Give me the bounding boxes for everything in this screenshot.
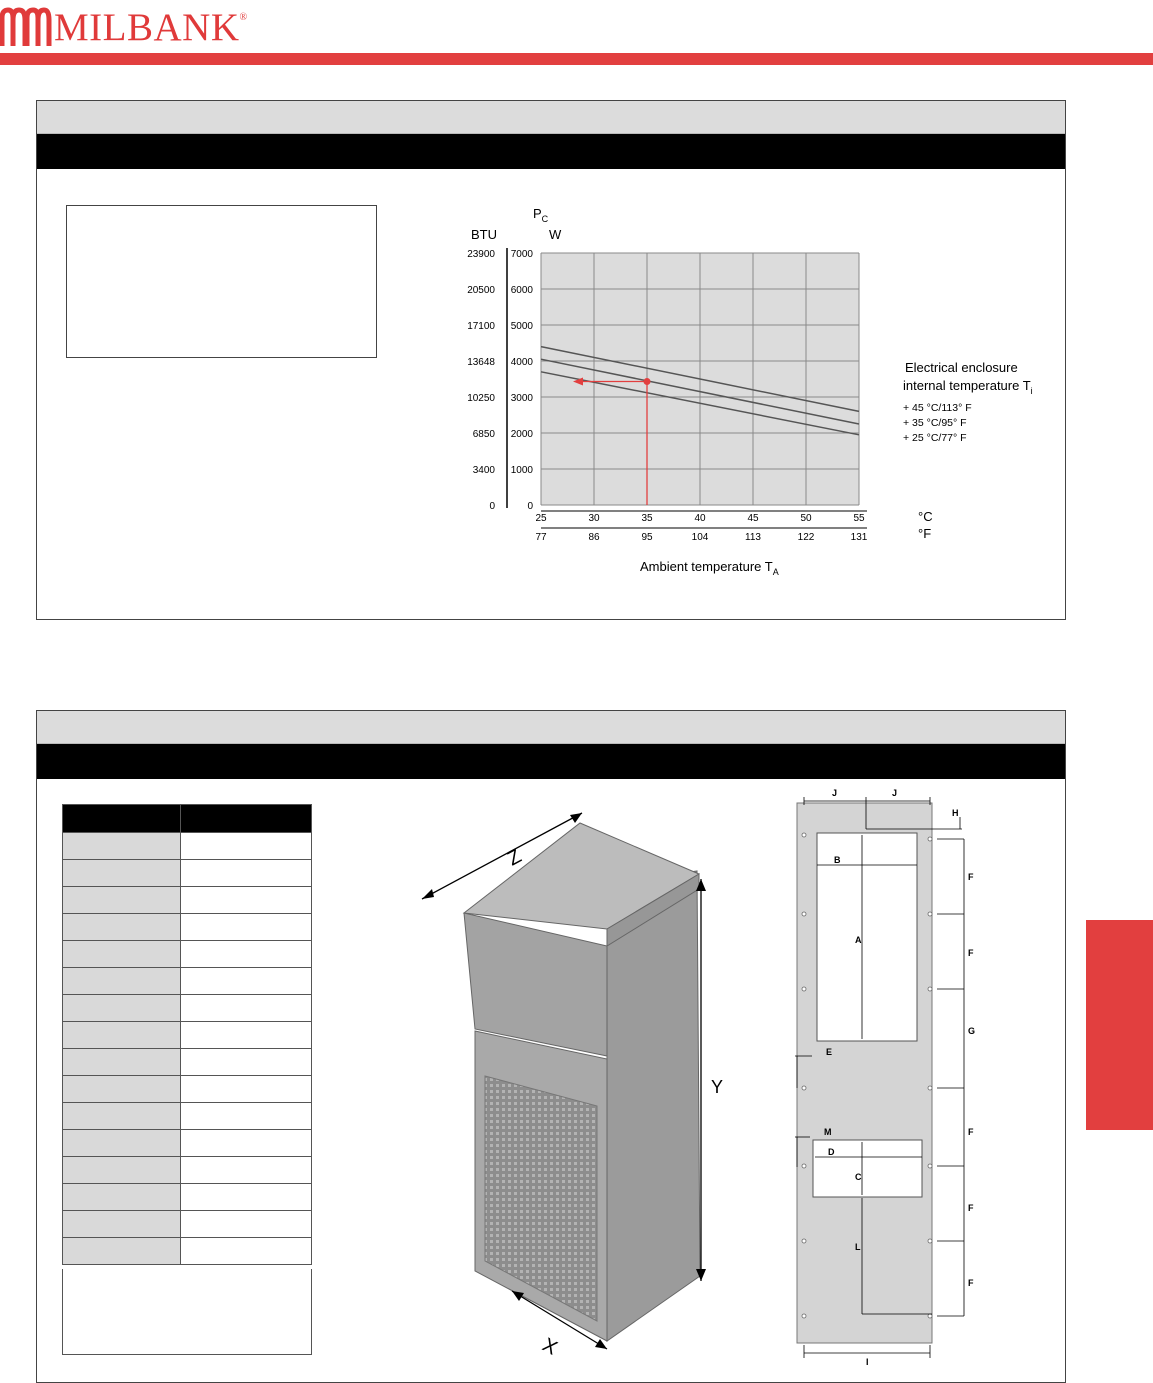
mounting-hole-icon [802, 833, 806, 837]
table-key-cell [63, 1238, 181, 1265]
table-value-cell [181, 968, 312, 995]
chart-series-label: + 45 °C/113° F [903, 402, 972, 414]
table-key-cell [63, 1130, 181, 1157]
chart-y-tick-label-w: 0 [527, 501, 533, 512]
table-key-cell [63, 1076, 181, 1103]
header-accent-bar [0, 53, 1153, 65]
chart-y-tick-label-btu: 3400 [472, 465, 495, 476]
milbank-logo-mark-icon [0, 6, 50, 48]
table-header-cell [181, 805, 312, 833]
dimension-label-z: Z [504, 845, 526, 871]
table-row [63, 941, 312, 968]
chart-marker-point [644, 378, 651, 385]
chart-x-tick-label-f: 122 [797, 532, 815, 543]
chart-x-tick-label-f: 113 [745, 532, 761, 543]
chart-y-tick-label-btu: 23900 [467, 249, 495, 260]
mounting-hole-icon [928, 1239, 932, 1243]
chart-x-tick-label-c: 55 [853, 513, 865, 524]
chart-x-tick-label-f: 104 [691, 532, 709, 543]
chart-x-title: Ambient temperature $T_A$ [640, 559, 779, 577]
chart-y-tick-label-btu: 20500 [467, 285, 495, 296]
table-key-cell [63, 1211, 181, 1238]
table-key-cell [63, 941, 181, 968]
cutout-label-f-1: F [968, 872, 974, 882]
chart-y-tick-label-btu: 0 [489, 501, 495, 512]
table-value-cell [181, 1157, 312, 1184]
table-header-cell [63, 805, 181, 833]
table-value-cell [181, 1238, 312, 1265]
unit-body-side [607, 871, 700, 1341]
dimensions-table [62, 804, 312, 1265]
table-row [63, 1049, 312, 1076]
chart-x-tick-label-c: 30 [588, 513, 600, 524]
cutout-label-l: L [855, 1242, 861, 1252]
air-conditioner-unit-drawing [417, 801, 747, 1361]
performance-panel-title-bar [37, 101, 1065, 134]
chart-x-tick-label-c: 45 [747, 513, 759, 524]
table-value-cell [181, 1049, 312, 1076]
table-value-cell [181, 833, 312, 860]
chart-y-tick-label-w: 4000 [510, 357, 533, 368]
mounting-hole-icon [928, 1086, 932, 1090]
dimension-label-y: Y [711, 1077, 724, 1097]
table-value-cell [181, 941, 312, 968]
dimensions-note-box [62, 1269, 312, 1355]
table-key-cell [63, 887, 181, 914]
dimensions-panel [36, 710, 1066, 1383]
cutout-label-f-3: F [968, 1127, 974, 1137]
table-key-cell [63, 833, 181, 860]
dimensions-panel-title-bar [37, 711, 1065, 744]
table-value-cell [181, 1022, 312, 1049]
chart-y-title: $P_C$ [533, 206, 549, 224]
table-value-cell [181, 1076, 312, 1103]
cutout-label-h: H [952, 808, 959, 818]
chart-y-tick-label-w: 1000 [510, 465, 533, 476]
chart-x-unit-f: °F [918, 526, 932, 541]
table-row [63, 968, 312, 995]
mounting-hole-icon [928, 912, 932, 916]
chart-series-label: + 25 °C/77° F [903, 432, 967, 444]
chart-legend-title-1: Electrical enclosure [905, 360, 1018, 375]
chart-y-tick-label-btu: 10250 [467, 393, 495, 404]
table-value-cell [181, 1211, 312, 1238]
table-row [63, 995, 312, 1022]
cutout-label-f-5: F [968, 1278, 974, 1288]
chart-x-tick-label-c: 40 [694, 513, 706, 524]
chart-x-tick-label-f: 131 [850, 532, 868, 543]
milbank-logo [0, 6, 247, 48]
section-side-tab [1086, 920, 1153, 1130]
mounting-hole-icon [802, 1239, 806, 1243]
table-value-cell [181, 995, 312, 1022]
brand-name: MILBANK [54, 6, 240, 49]
panel-cutout-drawing [782, 783, 1012, 1373]
table-row [63, 833, 312, 860]
table-row [63, 1103, 312, 1130]
table-row [63, 1022, 312, 1049]
table-value-cell [181, 1130, 312, 1157]
table-row [63, 1076, 312, 1103]
registered-mark: ® [239, 12, 248, 23]
chart-y-tick-label-w: 3000 [510, 393, 533, 404]
cutout-label-a: A [855, 935, 862, 945]
table-key-cell [63, 860, 181, 887]
table-key-cell [63, 1022, 181, 1049]
chart-y-unit-w: W [549, 227, 562, 242]
chart-x-tick-label-f: 86 [588, 532, 600, 543]
cutout-label-e: E [826, 1047, 833, 1057]
arrow-head-icon [422, 889, 434, 899]
chart-y-tick-label-w: 2000 [510, 429, 533, 440]
table-key-cell [63, 968, 181, 995]
chart-y-tick-label-w: 6000 [510, 285, 533, 296]
table-key-cell [63, 1049, 181, 1076]
chart-y-tick-label-btu: 13648 [467, 357, 495, 368]
dimensions-table-header [63, 805, 312, 833]
cutout-label-j-left: J [832, 788, 838, 798]
dimensions-panel-subtitle-bar [37, 744, 1065, 779]
table-key-cell [63, 995, 181, 1022]
cutout-label-c: C [855, 1172, 862, 1182]
table-row [63, 1130, 312, 1157]
table-row [63, 860, 312, 887]
chart-x-tick-label-c: 25 [535, 513, 547, 524]
cutout-label-g: G [968, 1026, 976, 1036]
cutout-label-b: B [834, 855, 841, 865]
table-row [63, 1157, 312, 1184]
cutout-label-f-4: F [968, 1203, 974, 1213]
table-value-cell [181, 1184, 312, 1211]
mounting-hole-icon [928, 987, 932, 991]
performance-panel [36, 100, 1066, 620]
table-row [63, 1211, 312, 1238]
chart-y-unit-btu: BTU [471, 227, 497, 242]
table-key-cell [63, 1103, 181, 1130]
table-value-cell [181, 887, 312, 914]
chart-y-tick-label-btu: 17100 [467, 321, 495, 332]
upper-cutout [817, 833, 917, 1041]
performance-spec-box [66, 205, 377, 358]
table-row [63, 1184, 312, 1211]
chart-y-tick-label-btu: 6850 [472, 429, 495, 440]
mounting-hole-icon [802, 1164, 806, 1168]
cutout-label-d: D [828, 1147, 835, 1157]
mounting-hole-icon [802, 1086, 806, 1090]
table-key-cell [63, 1184, 181, 1211]
chart-legend-title-2: internal temperature $T_i$ [903, 378, 1033, 396]
mounting-hole-icon [928, 1314, 932, 1318]
cooling-capacity-chart [437, 196, 1033, 591]
dimension-label-x: X [538, 1333, 561, 1360]
chart-x-unit-c: °C [918, 509, 933, 524]
table-value-cell [181, 1103, 312, 1130]
performance-panel-subtitle-bar [37, 134, 1065, 169]
mounting-hole-icon [802, 912, 806, 916]
mounting-hole-icon [802, 987, 806, 991]
chart-x-tick-label-f: 77 [535, 532, 547, 543]
mounting-hole-icon [802, 1314, 806, 1318]
table-key-cell [63, 914, 181, 941]
table-value-cell [181, 914, 312, 941]
mounting-hole-icon [928, 1164, 932, 1168]
cutout-label-f-2: F [968, 948, 974, 958]
cutout-label-m: M [824, 1127, 832, 1137]
table-row [63, 887, 312, 914]
chart-x-tick-label-f: 95 [641, 532, 653, 543]
mounting-hole-icon [928, 837, 932, 841]
table-key-cell [63, 1157, 181, 1184]
table-value-cell [181, 860, 312, 887]
chart-y-tick-label-w: 5000 [510, 321, 533, 332]
table-row [63, 1238, 312, 1265]
chart-x-tick-label-c: 35 [641, 513, 653, 524]
cutout-label-j-right: J [892, 788, 898, 798]
chart-series-label: + 35 °C/95° F [903, 417, 967, 429]
table-row [63, 914, 312, 941]
chart-x-tick-label-c: 50 [800, 513, 812, 524]
cutout-label-i: I [866, 1357, 869, 1367]
chart-y-tick-label-w: 7000 [510, 249, 533, 260]
